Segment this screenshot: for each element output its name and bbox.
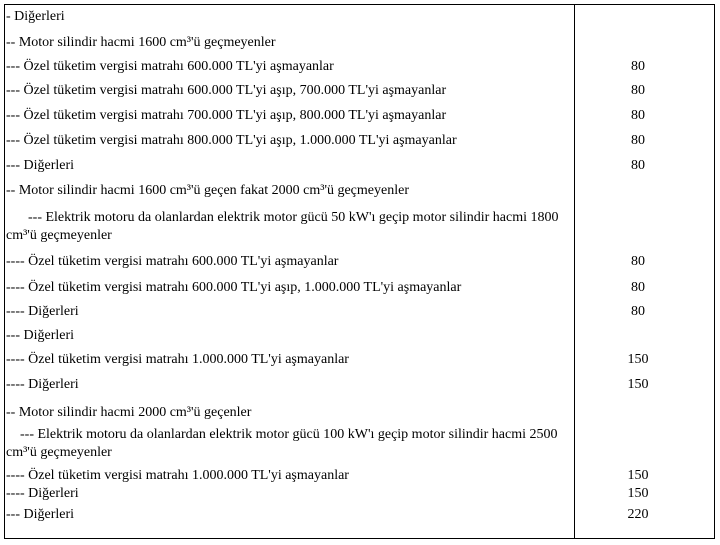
row-label: --- Elektrik motoru da olanlardan elektrik motor gücü 50 kW'ı geçip motor silindir hacmi 1800 cm³'ü geçmeyenler (6, 210, 559, 243)
table-row (0, 8, 720, 26)
row-label: -- Motor silindir hacmi 2000 cm³'ü geçenler (6, 405, 252, 420)
row-value: 150 (627, 377, 649, 392)
row-value: 150 (627, 352, 649, 367)
row-label: --- Diğerleri (6, 507, 75, 522)
table-row (0, 351, 720, 369)
table-row (0, 467, 720, 485)
table-row (0, 82, 720, 100)
row-value: 80 (631, 83, 645, 98)
row-label: ---- Diğerleri (6, 377, 79, 392)
row-label: ---- Diğerleri (6, 486, 79, 501)
table-row (0, 506, 720, 524)
row-label: - Diğerleri (6, 9, 65, 24)
row-label: -- Motor silindir hacmi 1600 cm³'ü geçen fakat 2000 cm³'ü geçmeyenler (6, 183, 409, 198)
row-value: 80 (631, 133, 645, 148)
row-label: --- Özel tüketim vergisi matrahı 600.000 TL'yi aşmayanlar (6, 59, 334, 74)
row-label: ---- Özel tüketim vergisi matrahı 1.000.000 TL'yi aşmayanlar (6, 468, 349, 483)
row-label: ---- Özel tüketim vergisi matrahı 600.000 TL'yi aşmayanlar (6, 254, 339, 269)
row-label: -- Motor silindir hacmi 1600 cm³'ü geçmeyenler (6, 35, 276, 50)
table-row (0, 107, 720, 125)
row-label: ---- Özel tüketim vergisi matrahı 1.000.000 TL'yi aşmayanlar (6, 352, 349, 367)
table-row (0, 157, 720, 175)
table-row (0, 303, 720, 321)
table-row (0, 132, 720, 150)
row-label: ---- Özel tüketim vergisi matrahı 600.000 TL'yi aşıp, 1.000.000 TL'yi aşmayanlar (6, 280, 462, 295)
row-value: 80 (631, 59, 645, 74)
row-label: --- Özel tüketim vergisi matrahı 700.000 TL'yi aşıp, 800.000 TL'yi aşmayanlar (6, 108, 447, 123)
table-row (0, 182, 720, 200)
table-row (0, 279, 720, 297)
row-value: 80 (631, 158, 645, 173)
table-row (0, 58, 720, 76)
table-row (0, 426, 720, 462)
row-value: 150 (627, 468, 649, 483)
row-value: 80 (631, 280, 645, 295)
row-value: 80 (631, 304, 645, 319)
row-value: 150 (627, 486, 649, 501)
row-value: 80 (631, 254, 645, 269)
row-label: --- Özel tüketim vergisi matrahı 600.000 TL'yi aşıp, 700.000 TL'yi aşmayanlar (6, 83, 447, 98)
table-row (0, 404, 720, 422)
table-row (0, 253, 720, 271)
row-label: --- Elektrik motoru da olanlardan elektrik motor gücü 100 kW'ı geçip motor silindir hacmi 2500 cm³'ü geçmeyenler (6, 427, 558, 460)
table-row (0, 327, 720, 345)
table-row (0, 376, 720, 394)
table-row (0, 34, 720, 52)
row-label: --- Diğerleri (6, 158, 75, 173)
row-label: ---- Diğerleri (6, 304, 79, 319)
table-row (0, 209, 720, 245)
row-label: --- Özel tüketim vergisi matrahı 800.000 TL'yi aşıp, 1.000.000 TL'yi aşmayanlar (6, 133, 457, 148)
table-row (0, 485, 720, 503)
row-value: 80 (631, 108, 645, 123)
row-value: 220 (627, 507, 649, 522)
row-label: --- Diğerleri (6, 328, 75, 343)
